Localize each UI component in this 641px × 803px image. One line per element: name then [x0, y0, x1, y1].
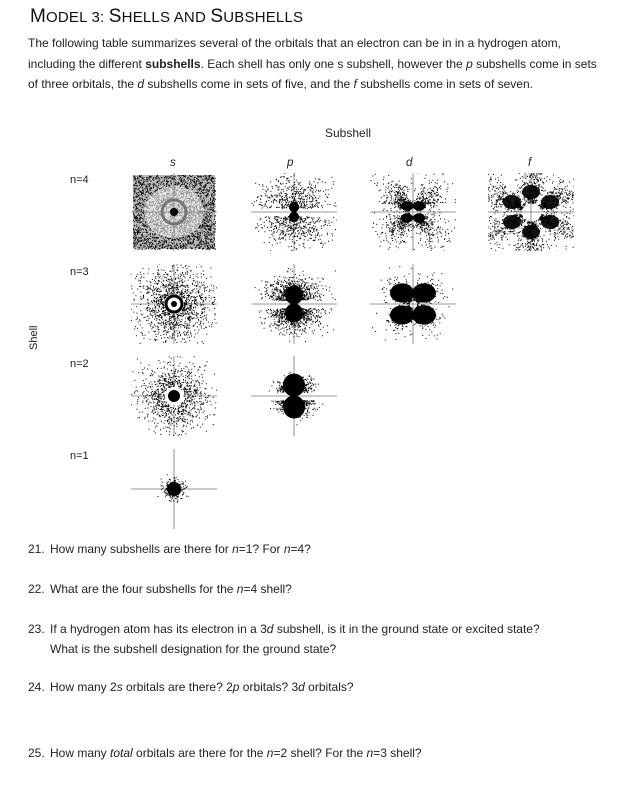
orbital-3d — [370, 264, 456, 344]
question-24: 24. How many 2s orbitals are there? 2p orbitals? 3d orbitals? — [28, 680, 354, 694]
intro-paragraph: The following table summarizes several of the orbitals that an electron can be in in a hydrogen atom, including the different subshells. Each shell has only one s subshell, however the p subshells come in sets of three orbitals, the d subshells come in sets of five, and the f subshells come in sets of seven. — [28, 36, 597, 91]
column-label-s: s — [170, 157, 176, 169]
question-22: 22. What are the four subshells for the n=4 shell? — [28, 582, 292, 596]
orbital-4f — [488, 173, 574, 251]
question-25: 25. How many total orbitals are there for the n=2 shell? For the n=3 shell? — [28, 746, 422, 760]
row-label-n3: n=3 — [70, 266, 89, 278]
orbital-3p — [251, 264, 337, 344]
shell-axis-label: Shell — [28, 325, 40, 350]
column-label-p: p — [287, 157, 294, 169]
orbital-4p — [251, 173, 337, 251]
question-23: 23. If a hydrogen atom has its electron in a 3d subshell, is it in the ground state or excited state? What is the subshell designation for the ground state? — [28, 622, 540, 656]
orbital-4d — [370, 173, 456, 251]
orbital-3s — [131, 264, 217, 344]
orbital-2p — [251, 356, 337, 436]
orbital-4s — [131, 173, 217, 251]
orbital-1s — [131, 449, 217, 529]
column-label-d: d — [406, 157, 413, 169]
column-label-f: f — [528, 157, 532, 169]
orbital-2s — [131, 356, 217, 436]
row-label-n4: n=4 — [70, 174, 89, 186]
page-title: MODEL 3: SHELLS AND SUBSHELLS — [30, 6, 304, 27]
row-label-n1: n=1 — [70, 450, 89, 462]
row-label-n2: n=2 — [70, 358, 89, 370]
question-21: 21. How many subshells are there for n=1? For n=4? — [28, 542, 311, 556]
subshell-header: Subshell — [325, 126, 372, 140]
